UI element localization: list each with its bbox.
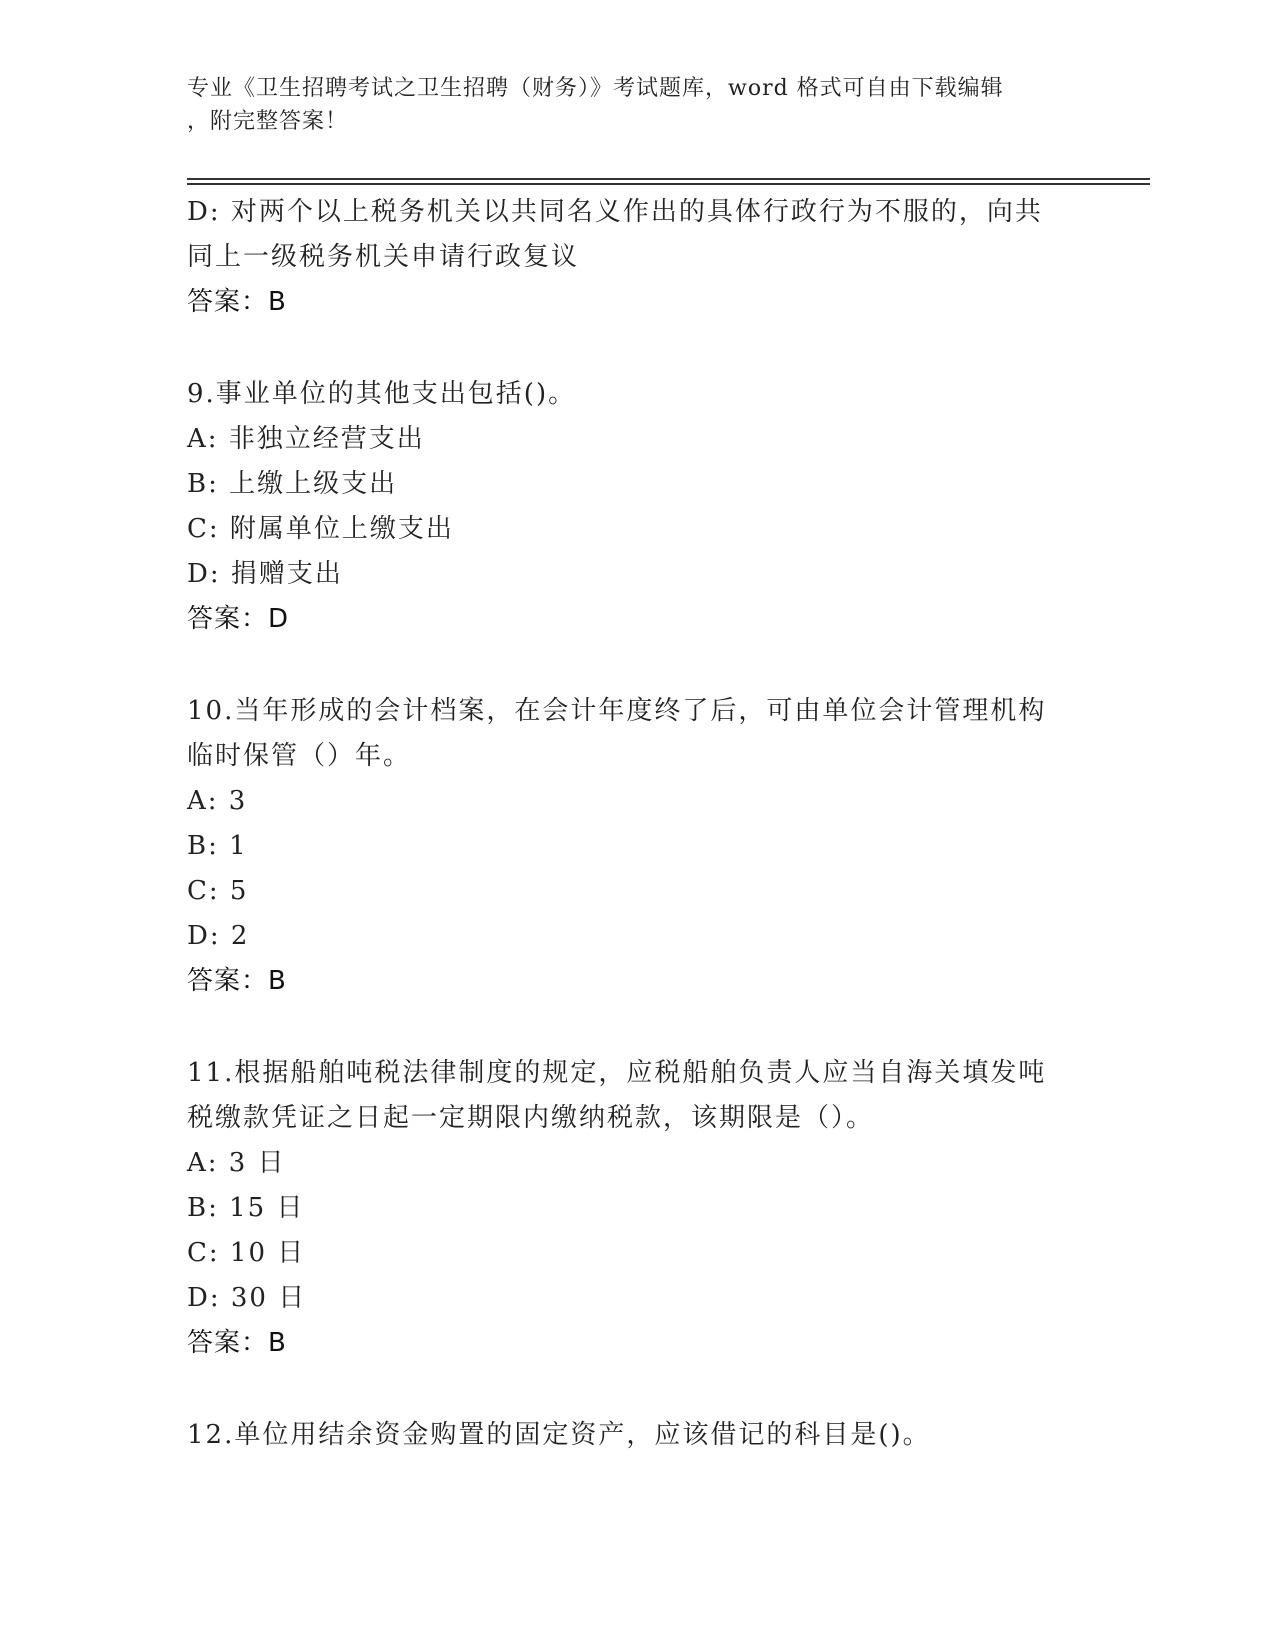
question-9 [187, 372, 1087, 642]
option-d: D: 2 [187, 921, 250, 951]
option-d-continued: 同上一级税务机关申请行政复议 [187, 242, 580, 272]
question-stem: 12.单位用结余资金购置的固定资产，应该借记的科目是()。 [187, 1420, 931, 1450]
answer: 答案：B [187, 287, 287, 317]
question-10 [187, 689, 1087, 1004]
option-c: C: 附属单位上缴支出 [187, 514, 454, 544]
document-body [187, 190, 1087, 1458]
option-d: D: 捐赠支出 [187, 559, 343, 589]
option-b: B: 上缴上级支出 [187, 469, 398, 499]
document-header [187, 72, 1067, 138]
option-a: A: 3 日 [187, 1148, 286, 1178]
option-d: D: 30 日 [187, 1283, 307, 1313]
answer: 答案：D [187, 604, 290, 634]
question-stem: 11.根据船舶吨税法律制度的规定，应税船舶负责人应当自海关填发吨 [187, 1058, 1047, 1088]
answer: 答案：B [187, 1328, 287, 1358]
answer: 答案：B [187, 966, 287, 996]
option-a: A: 3 [187, 786, 248, 816]
header-line-2: ，附完整答案！ [187, 109, 349, 134]
option-c: C: 5 [187, 876, 249, 906]
question-stem-continued: 税缴款凭证之日起一定期限内缴纳税款，该期限是（）。 [187, 1103, 875, 1133]
question-stem-continued: 临时保管（）年。 [187, 741, 412, 771]
question-stem: 10.当年形成的会计档案，在会计年度终了后，可由单位会计管理机构 [187, 696, 1047, 726]
option-a: A: 非独立经营支出 [187, 424, 425, 454]
option-b: B: 15 日 [187, 1193, 305, 1223]
question-12 [187, 1413, 1087, 1458]
question-stem: 9.事业单位的其他支出包括()。 [187, 379, 577, 409]
question-8-continued [187, 190, 1087, 325]
option-c: C: 10 日 [187, 1238, 306, 1268]
header-divider-top [187, 178, 1150, 180]
question-11 [187, 1051, 1087, 1366]
header-divider-bottom [187, 183, 1150, 185]
option-d: D: 对两个以上税务机关以共同名义作出的具体行政行为不服的，向共 [187, 197, 1043, 227]
header-line-1: 专业《卫生招聘考试之卫生招聘（财务）》考试题库，word 格式可自由下载编辑 [187, 76, 1004, 101]
option-b: B: 1 [187, 831, 248, 861]
